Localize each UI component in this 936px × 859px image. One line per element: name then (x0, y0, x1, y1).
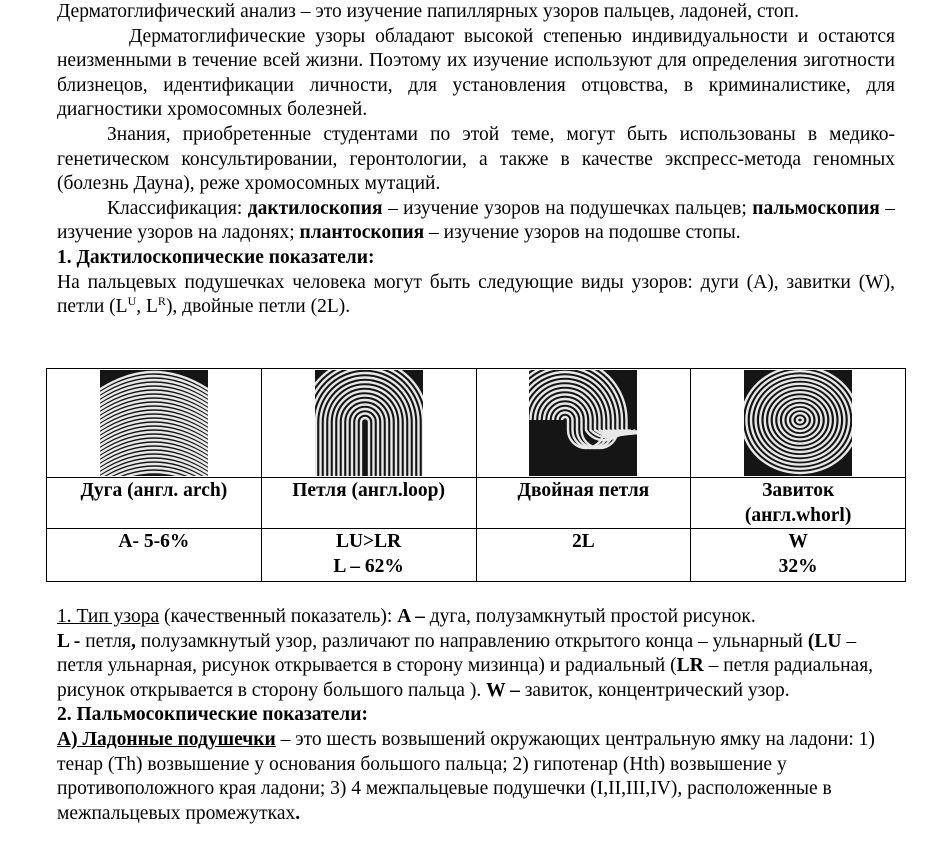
value-whorl-code: W (788, 531, 808, 552)
label-whorl-en: (англ.whorl) (744, 504, 852, 526)
cell-arch-image (47, 369, 262, 478)
code-lr: LR (676, 655, 704, 677)
pattern-type-intro: (качественный показатель): (159, 606, 398, 627)
sup-r: R (157, 294, 166, 309)
section1-heading: 1. Дактилоскопические показатели: (57, 246, 375, 268)
palm-pads-title: А) Ладонные подушечки (57, 728, 276, 750)
intro-text: Дерматоглифический анализ – это изучение папиллярных узоров пальцев, ладоней, стоп. (57, 1, 799, 22)
def-palmoscopy: – изучение узоров на ладонях; (57, 197, 895, 244)
def-w: завиток, концентрический узор. (519, 679, 790, 701)
label-whorl-ru: Завиток (762, 480, 835, 501)
whorl-fingerprint-icon (744, 370, 852, 476)
value-double-loop: 2L (476, 529, 691, 582)
cell-double-loop-image (476, 369, 691, 478)
paragraph-uniqueness: Дерматоглифические узоры обладают высокой степенью индивидуальности и остаются неизменными в течение всей жизни. Поэтому их изучение используют для определения зиготности близнецов, идентификации личности, для установления отцовства, в криминалистике, для диагностики хромосомных болезней. (57, 25, 895, 121)
def-l-1: петля (80, 630, 132, 652)
label-loop: Петля (англ.loop) (261, 478, 476, 529)
fingerprint-table (46, 368, 906, 582)
def-lu: – петля ульнарная, рисунок открывается в сторону мизинца) и радиальный ( (57, 630, 857, 677)
label-double-loop: Двойная петля (476, 478, 691, 529)
cell-loop-image (261, 369, 476, 478)
section1-text-a: На пальцевых подушечках человека могут быть следующие виды узоров: дуги (A), завитки (W), петли (L (57, 271, 895, 318)
comma: , (131, 630, 136, 652)
label-row (47, 478, 906, 529)
value-loop (261, 529, 476, 582)
document-page (57, 0, 895, 320)
label-arch: Дуга (англ. arch) (47, 478, 262, 529)
term-palmoscopy: пальмоскопия (752, 197, 880, 219)
end-dot: . (295, 802, 301, 824)
classification-lead: Классификация: (107, 197, 248, 219)
cell-whorl-image (691, 369, 906, 478)
def-dactyloscopy: – изучение узоров на подушечках пальцев; (382, 197, 753, 219)
def-plantoscopy: – изучение узоров на подошве стопы. (424, 222, 741, 244)
code-a: A – (397, 606, 425, 627)
sup-u: U (127, 294, 137, 309)
arch-fingerprint-icon (100, 370, 208, 476)
value-whorl (691, 529, 906, 582)
paragraph-applications: Знания, приобретенные студентами по этой теме, могут быть использованы в медико-генетическом консультировании, геронтологии, а также в качестве экспресс-метода геномных (болезнь Дауна), реже хромосомных мутаций. (57, 123, 895, 195)
section2-heading: 2. Пальмосокпические показатели: (57, 704, 368, 726)
pattern-type-title: 1. Тип узора (57, 606, 160, 627)
palm-pads-text: – это шесть возвышений окружающих центральную ямку на ладони: 1) тенар (Th) возвышение у основания большого пальца; 2) гипотенар (Hth) возвышение у противоположного края ладони; 3) 4 межпальцевые подушечки (I,II,III,IV), расположенные в межпальцевых промежутках (57, 728, 875, 824)
image-row (47, 369, 906, 478)
code-lu: (LU (807, 630, 842, 652)
intro-line (57, 0, 895, 25)
def-l-2: полузамкнутый узор, различают по направлению открытого конца – ульнарный (135, 630, 808, 652)
value-arch: A- 5-6% (47, 529, 262, 582)
def-lr: – петля радиальная, рисунок открывается в сторону большого пальца ). (57, 655, 874, 701)
paragraph-classification (57, 197, 895, 246)
section1-sep: , L (136, 296, 158, 318)
loop-fingerprint-icon (315, 370, 423, 476)
value-whorl-percent: 32% (778, 555, 818, 577)
pattern-type-paragraph (57, 605, 895, 630)
code-l: L - (57, 630, 81, 652)
value-row (47, 529, 906, 582)
term-plantoscopy: плантоскопия (299, 222, 425, 244)
loop-paragraph (57, 630, 895, 704)
label-whorl (691, 478, 906, 529)
def-a: дуга, полузамкнутый простой рисунок. (424, 606, 756, 627)
palm-pads-paragraph (57, 728, 895, 826)
term-dactyloscopy: дактилоскопия (247, 197, 383, 219)
section1-text (57, 271, 895, 320)
lower-section (57, 605, 895, 826)
value-loop-ratio: LU>LR (335, 531, 402, 552)
value-loop-percent: L – 62% (333, 555, 404, 577)
section1-text-b: ), двойные петли (2L). (165, 296, 351, 318)
code-w: W – (486, 679, 520, 701)
double-loop-fingerprint-icon (529, 370, 637, 476)
